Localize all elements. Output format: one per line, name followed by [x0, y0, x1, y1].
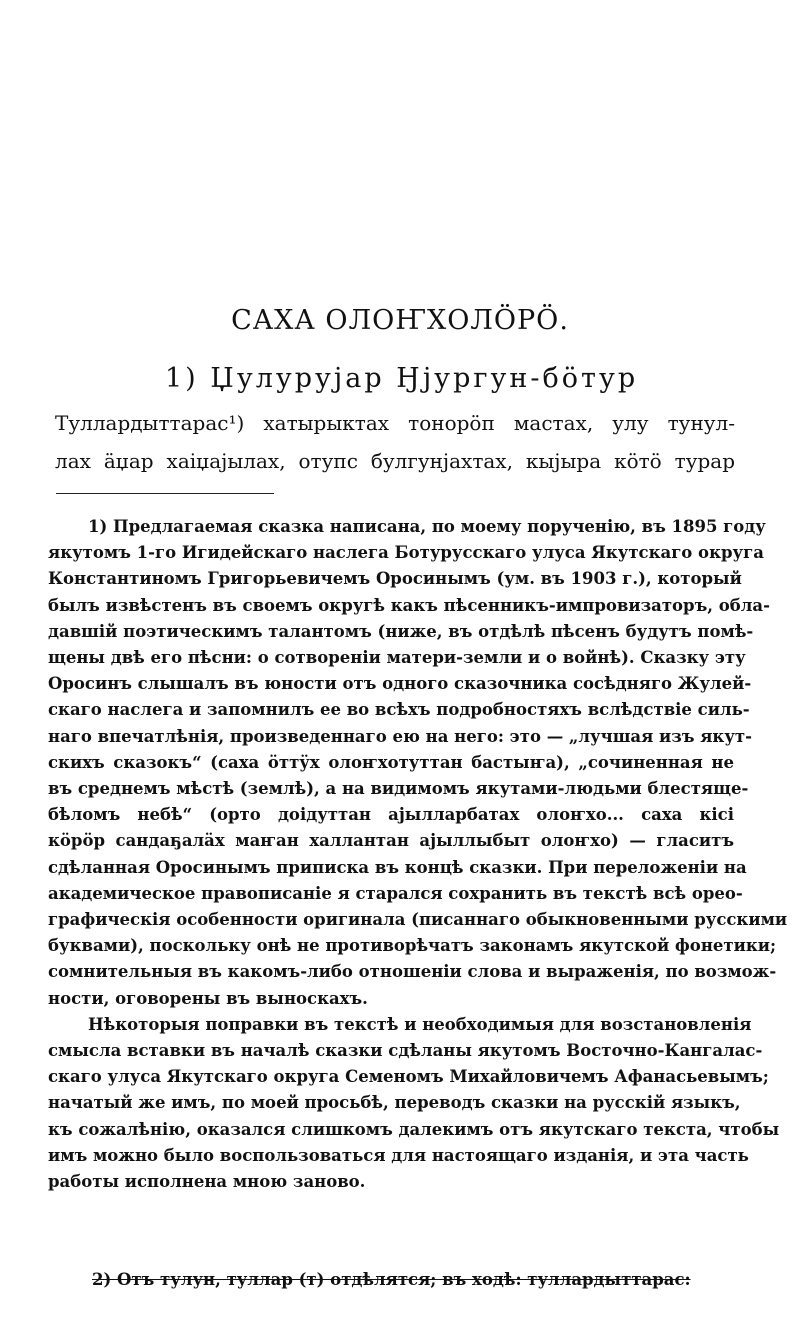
footnote-line: сдѣланная Оросинымъ приписка въ концѣ сказки. При переложеніи на — [48, 857, 747, 877]
footnote-line: якутомъ 1-го Игидейскаго наслега Ботурусскаго улуса Якутскаго округа — [48, 543, 764, 563]
footnote-line: буквами), поскольку онѣ не противорѣчатъ законамъ якутской фонетики; — [48, 936, 777, 956]
footnote-line: 1) Предлагаемая сказка написана, по моему порученію, въ 1895 году — [88, 517, 766, 536]
footnote-line: кӧрӧр сандаҕалӓх маҥан халлантан ајыллыбыт олоҥхо) — гласитъ — [48, 831, 734, 851]
footnote-line: къ сожалѣнію, оказался слишкомъ далекимъ отъ якутскаго текста, чтобы — [48, 1119, 780, 1139]
tale-subtitle: 1) Џулурујар Ӈјургун-бӧтур — [165, 363, 639, 394]
footnote-line: работы исполнена мною заново. — [48, 1172, 366, 1191]
footnote-line: начатый же имъ, по моей просьбѣ, переводъ сказки на русскій языкъ, — [48, 1093, 741, 1113]
footnote-line: давшій поэтическимъ талантомъ (ниже, въ отдѣлѣ пѣсенъ будутъ помѣ- — [48, 621, 754, 641]
page-title: САХА ОЛОҤХОЛӦРӦ. — [231, 305, 569, 336]
footnote-line: академическое правописаніе я старался сохранить въ текстѣ всѣ орео- — [48, 883, 743, 903]
footnote-line: въ среднемъ мѣстѣ (землѣ), а на видимомъ якутами-людьми блестяще- — [48, 779, 749, 798]
footnote-line: Нѣкоторыя поправки въ текстѣ и необходимыя для возстановленія — [88, 1014, 752, 1034]
footnote-line: бѣломъ небѣ“ (орто доідуттан ајылларбатах олоҥхо... саха кісі — [48, 805, 734, 825]
main-text-line: лах ӓџар хаіџајылах, отупс булгунјахтах, кыјыра кӧтӧ турар — [55, 449, 735, 473]
footnote-line: имъ можно было воспользоваться для настоящаго изданія, и эта часть — [48, 1145, 749, 1165]
footnote-line: щены двѣ его пѣсни: о сотвореніи матери-земли и о войнѣ). Сказку эту — [48, 648, 746, 667]
footnote-line: былъ извѣстенъ въ своемъ округѣ какъ пѣсенникъ-импровизаторъ, обла- — [48, 595, 770, 615]
footnote-line: графическія особенности оригинала (писаннаго обыкновенными русскими — [48, 910, 788, 929]
footnote-line: скихъ сказокъ“ (саха ӧттӱх олоҥхотуттан бастыҥа), „сочиненная не — [48, 752, 734, 772]
footnote-line: Оросинъ слышалъ въ юности отъ одного сказочника сосѣдняго Жулей- — [48, 674, 752, 694]
footnote-line: скаго наслега и запомнилъ ее во всѣхъ подробностяхъ вслѣдствіе силь- — [48, 700, 750, 720]
footnote-line: сомнительныя въ какомъ-либо отношеніи слова и выраженія, по возмож- — [48, 962, 777, 982]
footnote-line: скаго улуса Якутскаго округа Семеномъ Михайловичемъ Афанасьевымъ; — [48, 1067, 769, 1087]
footnote-line: наго впечатлѣнія, произведеннаго ею на него: это — „лучшая изъ якут- — [48, 726, 752, 746]
footnote-line: Константиномъ Григорьевичемъ Оросинымъ (ум. въ 1903 г.), который — [48, 569, 742, 589]
footnote-line: смысла вставки въ началѣ сказки сдѣланы якутомъ Восточно-Кангалас- — [48, 1041, 763, 1060]
footnote-line: 2) Отъ тулун, туллар (т) отдѣлятся; въ ходѣ: туллардыттарас: — [92, 1270, 691, 1289]
main-text-line: Туллардыттарас¹) хатырыктах тонорӧп мастах, улу тунул- — [55, 411, 735, 435]
footnote-divider — [56, 493, 274, 494]
footnote-line: ности, оговорены въ выноскахъ. — [48, 988, 368, 1008]
